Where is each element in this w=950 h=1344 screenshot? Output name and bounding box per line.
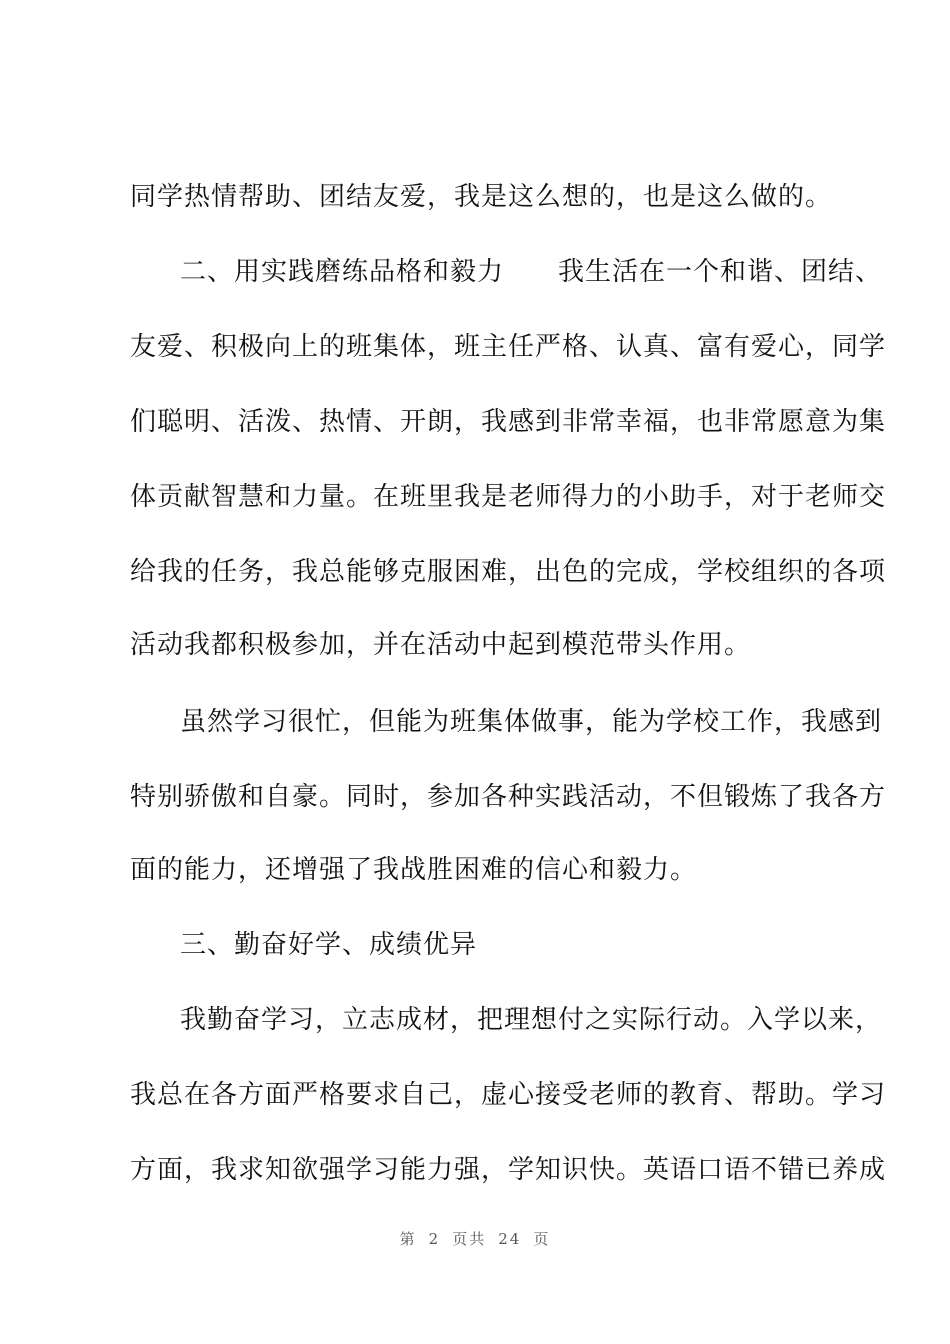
footer-suffix: 页 [533,1230,551,1248]
section-heading-line [180,255,883,289]
text-line: 们聪明、活泼、热情、开朗，我感到非常幸福，也非常愿意为集 [130,407,887,437]
text-line: 我总在各方面严格要求自己，虚心接受老师的教育、帮助。学习 [130,1080,887,1110]
text-line: 同学热情帮助、团结友爱，我是这么想的，也是这么做的。 [130,182,833,212]
text-line: 虽然学习很忙，但能为班集体做事，能为学校工作，我感到 [180,707,883,737]
text-line: 方面，我求知欲强学习能力强，学知识快。英语口语不错已养成 [130,1155,887,1185]
text-line: 特别骄傲和自豪。同时，参加各种实践活动，不但锻炼了我各方 [130,782,887,812]
page-footer [0,1228,950,1249]
text-line: 面的能力，还增强了我战胜困难的信心和毅力。 [130,855,698,885]
text-line: 我勤奋学习，立志成材，把理想付之实际行动。入学以来， [180,1005,883,1035]
footer-middle: 页共 [452,1230,487,1248]
footer-total-pages: 24 [498,1230,522,1248]
section-heading: 二、用实践磨练品格和毅力 [180,257,505,287]
text-line: 友爱、积极向上的班集体，班主任严格、认真、富有爱心，同学 [130,332,887,362]
text-line: 给我的任务，我总能够克服困难，出色的完成，学校组织的各项 [130,557,887,587]
text-line: 活动我都积极参加，并在活动中起到模范带头作用。 [130,630,752,660]
footer-page-number: 2 [428,1230,441,1248]
text-line: 体贡献智慧和力量。在班里我是老师得力的小助手，对于老师交 [130,482,887,512]
section-heading: 三、勤奋好学、成绩优异 [180,930,478,960]
text-fragment: 我生活在一个和谐、团结、 [558,257,883,287]
footer-prefix: 第 [399,1230,417,1248]
